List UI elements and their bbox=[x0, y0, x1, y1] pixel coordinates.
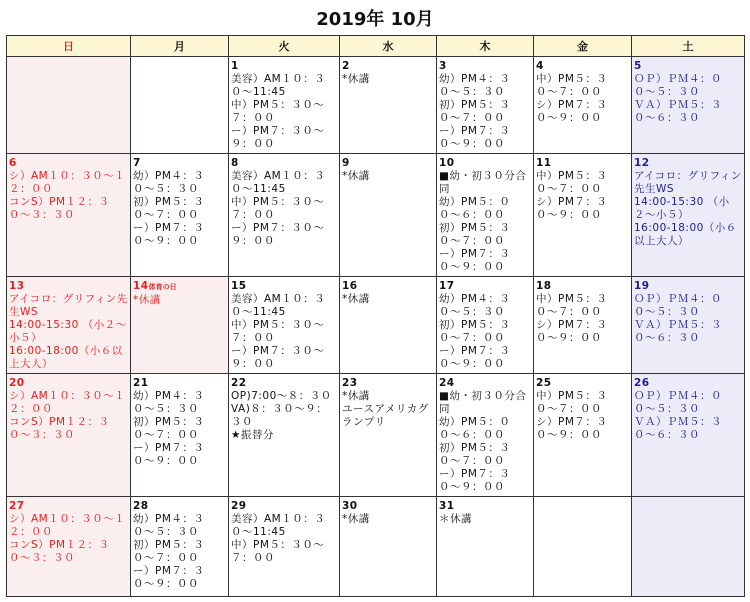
day-number bbox=[439, 157, 531, 170]
day-number-text: 28 bbox=[133, 500, 149, 512]
day-number-text: 23 bbox=[342, 377, 358, 389]
day-cell-sat bbox=[632, 277, 745, 374]
day-number bbox=[133, 157, 226, 170]
schedule-entry: 美容）AM１０：３０〜11:45 bbox=[231, 73, 326, 98]
weekday-saturday: 土 bbox=[632, 36, 745, 57]
schedule-entry: 初）PM５：３０〜７：００ bbox=[439, 319, 511, 344]
day-cell-thu bbox=[437, 374, 534, 497]
day-cell-tue bbox=[229, 154, 340, 277]
schedule-entry: ■幼・初３０分合同 bbox=[439, 170, 527, 195]
day-number-text: 15 bbox=[231, 280, 247, 292]
schedule-entry: ＯＰ）ＰＭ４：００〜５：３０ bbox=[634, 390, 722, 415]
day-number-text: 25 bbox=[536, 377, 552, 389]
day-cell-sat bbox=[632, 154, 745, 277]
day-number-text: 16 bbox=[342, 280, 358, 292]
day-number-text: 31 bbox=[439, 500, 455, 512]
holiday-name: 体育の日 bbox=[148, 283, 177, 291]
schedule-entry: 幼）PM４：３０〜５：３０ bbox=[439, 293, 511, 318]
day-number-text: 7 bbox=[133, 157, 141, 169]
day-number bbox=[634, 377, 742, 390]
day-cell-tue bbox=[229, 497, 340, 597]
day-cell-mon bbox=[131, 277, 229, 374]
day-cell-sat bbox=[632, 374, 745, 497]
day-number bbox=[342, 500, 434, 513]
schedule-entry: アイコロ：グリフィン先生WS bbox=[9, 293, 128, 318]
day-cell-sun bbox=[7, 154, 131, 277]
schedule-entry: ＊休講 bbox=[439, 513, 472, 525]
day-cell-sat bbox=[632, 497, 745, 597]
calendar-week-row bbox=[7, 154, 745, 277]
day-number-text: 1 bbox=[231, 60, 239, 72]
day-number bbox=[536, 60, 629, 73]
schedule-entry: OP)7:00〜８：３０ bbox=[231, 390, 332, 402]
day-number-text: 20 bbox=[9, 377, 25, 389]
day-number bbox=[342, 280, 434, 293]
schedule-entry: 初）PM５：３０〜７：００ bbox=[439, 442, 511, 467]
day-number bbox=[536, 157, 629, 170]
day-number-text: 6 bbox=[9, 157, 17, 169]
day-number bbox=[634, 280, 742, 293]
day-cell-mon bbox=[131, 154, 229, 277]
schedule-entry: *休講 bbox=[342, 170, 370, 182]
schedule-entry: シ）PM７：３０〜９：００ bbox=[536, 319, 608, 344]
day-number-text: 14 bbox=[133, 280, 149, 292]
day-number-text: 19 bbox=[634, 280, 650, 292]
day-number-text: 3 bbox=[439, 60, 447, 72]
schedule-entry: 美容）AM１０：３０〜11:45 bbox=[231, 170, 326, 195]
schedule-entry: アイコロ：グリフィン先生WS bbox=[634, 170, 742, 195]
day-cell-thu bbox=[437, 57, 534, 154]
schedule-entry: ー）PM７：３０〜９：００ bbox=[133, 222, 205, 247]
day-cell-tue bbox=[229, 374, 340, 497]
schedule-entry: 美容）AM１０：３０〜11:45 bbox=[231, 293, 326, 318]
schedule-entry: ー）PM７：３０〜９：００ bbox=[439, 125, 511, 150]
schedule-entry: 幼）PM４：３０〜５：３０ bbox=[133, 170, 205, 195]
schedule-entry: シ）AM１０：３０〜１２：００ bbox=[9, 513, 126, 538]
schedule-entry: *休講 bbox=[342, 73, 370, 85]
schedule-entry: シ）AM１０：３０〜１２：００ bbox=[9, 390, 126, 415]
calendar-week-row bbox=[7, 277, 745, 374]
schedule-entry: 中）PM５：３０〜７：００ bbox=[231, 99, 325, 124]
day-number bbox=[9, 157, 128, 170]
day-cell-wed bbox=[340, 57, 437, 154]
schedule-entry: 中）PM５：３０〜７：００ bbox=[536, 390, 608, 415]
schedule-entry: 初）PM５：３０〜７：００ bbox=[133, 539, 205, 564]
day-cell-thu bbox=[437, 497, 534, 597]
schedule-entry: *休講 bbox=[342, 390, 370, 402]
day-number bbox=[536, 280, 629, 293]
schedule-entry: コンS）PM１２：３０〜３：３０ bbox=[9, 539, 110, 564]
schedule-entry: ー）PM７：３０〜９：００ bbox=[231, 125, 325, 150]
day-number bbox=[9, 377, 128, 390]
day-number-text: 22 bbox=[231, 377, 247, 389]
day-number-text: 13 bbox=[9, 280, 25, 292]
calendar-week-row bbox=[7, 57, 745, 154]
schedule-entry: シ）AM１０：３０〜１２：００ bbox=[9, 170, 126, 195]
calendar-title: 2019年 10月 bbox=[316, 9, 434, 30]
day-cell-sun bbox=[7, 497, 131, 597]
day-cell-tue bbox=[229, 277, 340, 374]
day-number bbox=[439, 377, 531, 390]
schedule-entry: ＶＡ）ＰＭ５：３０〜６：３０ bbox=[634, 319, 722, 344]
day-cell-fri bbox=[534, 57, 632, 154]
day-cell-fri bbox=[534, 277, 632, 374]
schedule-entry: ー）PM７：３０〜９：００ bbox=[439, 345, 511, 370]
schedule-entry: 16:00-18:00（小６以上大人） bbox=[9, 345, 123, 370]
day-cell-tue bbox=[229, 57, 340, 154]
schedule-entry: 中）PM５：３０〜７：００ bbox=[231, 196, 325, 221]
day-cell-fri bbox=[534, 374, 632, 497]
weekday-monday: 月 bbox=[131, 36, 229, 57]
day-number bbox=[439, 280, 531, 293]
day-number bbox=[231, 377, 337, 390]
weekday-wednesday: 水 bbox=[340, 36, 437, 57]
weekday-sunday: 日 bbox=[7, 36, 131, 57]
day-number-text: 17 bbox=[439, 280, 455, 292]
day-cell-sun bbox=[7, 374, 131, 497]
schedule-entry: 中）PM５：３０〜７：００ bbox=[536, 170, 608, 195]
day-number bbox=[133, 377, 226, 390]
schedule-entry: ー）PM７：３０〜９：００ bbox=[231, 222, 325, 247]
schedule-entry: ー）PM７：３０〜９：００ bbox=[439, 468, 511, 493]
day-number bbox=[342, 157, 434, 170]
day-cell-wed bbox=[340, 277, 437, 374]
day-cell-wed bbox=[340, 374, 437, 497]
day-number-text: 5 bbox=[634, 60, 642, 72]
weekday-header-row bbox=[7, 36, 745, 57]
schedule-entry: 幼）PM４：３０〜５：３０ bbox=[133, 513, 205, 538]
day-number bbox=[439, 60, 531, 73]
schedule-entry: *休講 bbox=[342, 513, 370, 525]
schedule-entry: ー）PM７：３０〜９：００ bbox=[133, 442, 205, 467]
day-number-text: 26 bbox=[634, 377, 650, 389]
schedule-entry: 14:00-15:30 （小２〜小５） bbox=[634, 196, 730, 221]
day-number bbox=[9, 500, 128, 513]
schedule-entry: ＶＡ）ＰＭ５：３０〜６：３０ bbox=[634, 416, 722, 441]
schedule-entry: 幼）PM４：３０〜５：３０ bbox=[133, 390, 205, 415]
schedule-entry: 初）PM５：３０〜７：００ bbox=[439, 99, 511, 124]
schedule-entry: ー）PM７：３０〜９：００ bbox=[231, 345, 325, 370]
day-cell-sat bbox=[632, 57, 745, 154]
day-number-text: 10 bbox=[439, 157, 455, 169]
day-number-text: 27 bbox=[9, 500, 25, 512]
day-number-text: 21 bbox=[133, 377, 149, 389]
day-cell-fri bbox=[534, 497, 632, 597]
day-number bbox=[536, 377, 629, 390]
schedule-entry: ＯＰ）ＰＭ４：００〜５：３０ bbox=[634, 293, 722, 318]
day-number bbox=[342, 60, 434, 73]
weekday-tuesday: 火 bbox=[229, 36, 340, 57]
schedule-entry: コンS）PM１２：３０〜３：３０ bbox=[9, 416, 110, 441]
day-number-text: 29 bbox=[231, 500, 247, 512]
day-number-text: 24 bbox=[439, 377, 455, 389]
schedule-entry: ユースアメリカグランプリ bbox=[342, 403, 429, 428]
day-number bbox=[133, 280, 226, 294]
schedule-entry: 幼）PM４：３０〜５：３０ bbox=[439, 73, 511, 98]
schedule-entry: ー）PM７：３０〜９：００ bbox=[439, 248, 511, 273]
schedule-entry: シ）PM７：３０〜９：００ bbox=[536, 196, 608, 221]
schedule-entry: *休講 bbox=[342, 293, 370, 305]
schedule-entry: コンS）PM１２：３０〜３：３０ bbox=[9, 196, 110, 221]
schedule-entry: 初）PM５：３０〜７：００ bbox=[133, 416, 205, 441]
schedule-entry: シ）PM７：３０〜９：００ bbox=[536, 99, 608, 124]
day-number-text: 18 bbox=[536, 280, 552, 292]
day-cell-fri bbox=[534, 154, 632, 277]
day-number bbox=[133, 500, 226, 513]
day-cell-mon bbox=[131, 374, 229, 497]
day-number bbox=[231, 60, 337, 73]
day-number bbox=[231, 280, 337, 293]
schedule-entry: 幼）PM５：００〜６：００ bbox=[439, 416, 511, 441]
day-number bbox=[439, 500, 531, 513]
day-cell-mon bbox=[131, 57, 229, 154]
schedule-entry: 中）PM５：３０〜７：００ bbox=[231, 539, 325, 564]
schedule-entry: ＶＡ）ＰＭ５：３０〜６：３０ bbox=[634, 99, 722, 124]
day-number-text: 12 bbox=[634, 157, 650, 169]
day-number bbox=[634, 60, 742, 73]
day-number-text: 30 bbox=[342, 500, 358, 512]
day-number bbox=[231, 500, 337, 513]
schedule-entry: 幼）PM５：００〜６：００ bbox=[439, 196, 511, 221]
day-cell-thu bbox=[437, 277, 534, 374]
day-number bbox=[342, 377, 434, 390]
day-number bbox=[9, 280, 128, 293]
day-cell-sun bbox=[7, 277, 131, 374]
schedule-entry: VA)８：３０〜９：３０ bbox=[231, 403, 328, 428]
day-number bbox=[231, 157, 337, 170]
schedule-entry: 中）PM５：３０〜７：００ bbox=[536, 293, 608, 318]
schedule-entry: 初）PM５：３０〜７：００ bbox=[133, 196, 205, 221]
calendar-week-row bbox=[7, 497, 745, 597]
schedule-entry: シ）PM７：３０〜９：００ bbox=[536, 416, 608, 441]
calendar-grid bbox=[6, 35, 745, 597]
day-cell-thu bbox=[437, 154, 534, 277]
day-number-text: 9 bbox=[342, 157, 350, 169]
schedule-entry: 中）PM５：３０〜７：００ bbox=[231, 319, 325, 344]
day-cell-wed bbox=[340, 497, 437, 597]
schedule-entry: ★振替分 bbox=[231, 429, 274, 441]
calendar-week-row bbox=[7, 374, 745, 497]
schedule-entry: 14:00-15:30 （小２〜小５） bbox=[9, 319, 127, 344]
schedule-entry: 中）PM５：３０〜７：００ bbox=[536, 73, 608, 98]
day-number-text: 11 bbox=[536, 157, 552, 169]
day-cell-mon bbox=[131, 497, 229, 597]
schedule-entry: 美容）AM１０：３０〜11:45 bbox=[231, 513, 326, 538]
weekday-thursday: 木 bbox=[437, 36, 534, 57]
schedule-entry: ＯＰ）ＰＭ４：００〜５：３０ bbox=[634, 73, 722, 98]
day-number-text: 8 bbox=[231, 157, 239, 169]
day-number bbox=[634, 157, 742, 170]
day-number-text: 2 bbox=[342, 60, 350, 72]
schedule-entry: ー）PM７：３０〜９：００ bbox=[133, 565, 205, 590]
weekday-friday: 金 bbox=[534, 36, 632, 57]
schedule-entry: 16:00-18:00（小６以上大人） bbox=[634, 222, 737, 247]
day-cell-sun bbox=[7, 57, 131, 154]
schedule-entry: *休講 bbox=[133, 294, 161, 306]
day-cell-wed bbox=[340, 154, 437, 277]
schedule-entry: ■幼・初３０分合同 bbox=[439, 390, 527, 415]
day-number-text: 4 bbox=[536, 60, 544, 72]
schedule-entry: 初）PM５：３０〜７：００ bbox=[439, 222, 511, 247]
